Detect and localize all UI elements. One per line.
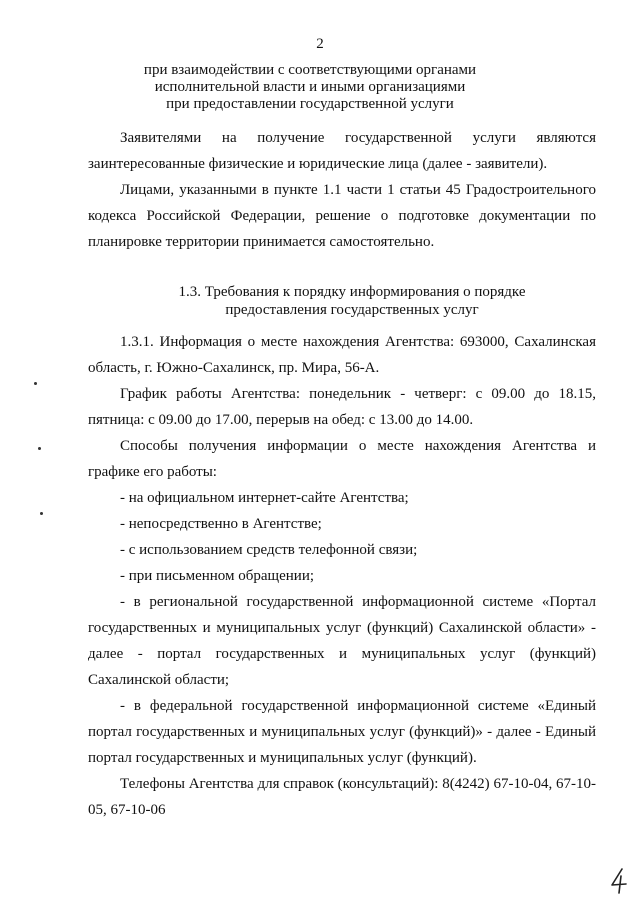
list-item: - в федеральной государственной информационной системе «Единый портал государственных и муниципальных услуг (функций)» - далее - Единый портал государственных и муниципальных услуг (функций). (88, 698, 596, 766)
scan-speck (38, 447, 41, 450)
section-heading (88, 283, 596, 319)
section-heading-line: предоставления государственных услуг (225, 302, 479, 318)
paragraph-persons: Лицами, указанными в пункте 1.1 части 1 статьи 45 Градостроительного кодекса Российской Федерации, решение о подготовке документации по планировке территории принимается самостоятельно. (88, 182, 596, 250)
header-line: при предоставлении государственной услуги (166, 96, 454, 112)
list-item: - при письменном обращении; (120, 568, 315, 584)
paragraph-phones: Телефоны Агентства для справок (консультаций): 8(4242) 67-10-04, 67-10-05, 67-10-06 (88, 776, 596, 818)
list-item: - непосредственно в Агентстве; (120, 516, 322, 532)
header-continuation (100, 62, 520, 113)
list-item: - на официальном интернет-сайте Агентства; (120, 490, 409, 506)
scan-speck (40, 512, 43, 515)
document-body (88, 125, 596, 823)
section-heading-line: 1.3. Требования к порядку информирования о порядке (178, 284, 526, 300)
list-item: - с использованием средств телефонной связи; (120, 542, 418, 558)
paragraph-methods: Способы получения информации о месте нахождения Агентства и графике его работы: (88, 438, 596, 480)
paragraph-schedule: График работы Агентства: понедельник - четверг: с 09.00 до 18.15, пятница: с 09.00 до 17.00, перерыв на обед: с 13.00 до 14.00. (88, 386, 596, 428)
paragraph-applicants: Заявителями на получение государственной услуги являются заинтересованные физические и юридические лица (далее - заявители). (88, 130, 596, 172)
page-number: 2 (316, 36, 324, 52)
header-line: исполнительной власти и иными организациями (154, 79, 466, 95)
paragraph-location: 1.3.1. Информация о месте нахождения Агентства: 693000, Сахалинская область, г. Южно-Сахалинск, пр. Мира, 56-А. (88, 334, 596, 376)
spacer (88, 255, 596, 283)
header-line: при взаимодействии с соответствующими органами (143, 62, 477, 78)
handwritten-page-mark (608, 867, 630, 895)
scan-speck (34, 382, 37, 385)
list-item: - в региональной государственной информационной системе «Портал государственных и муниципальных услуг (функций) Сахалинской области» - далее - портал государственных и муниципальных услуг (функций) Сахалинской области; (88, 594, 596, 688)
